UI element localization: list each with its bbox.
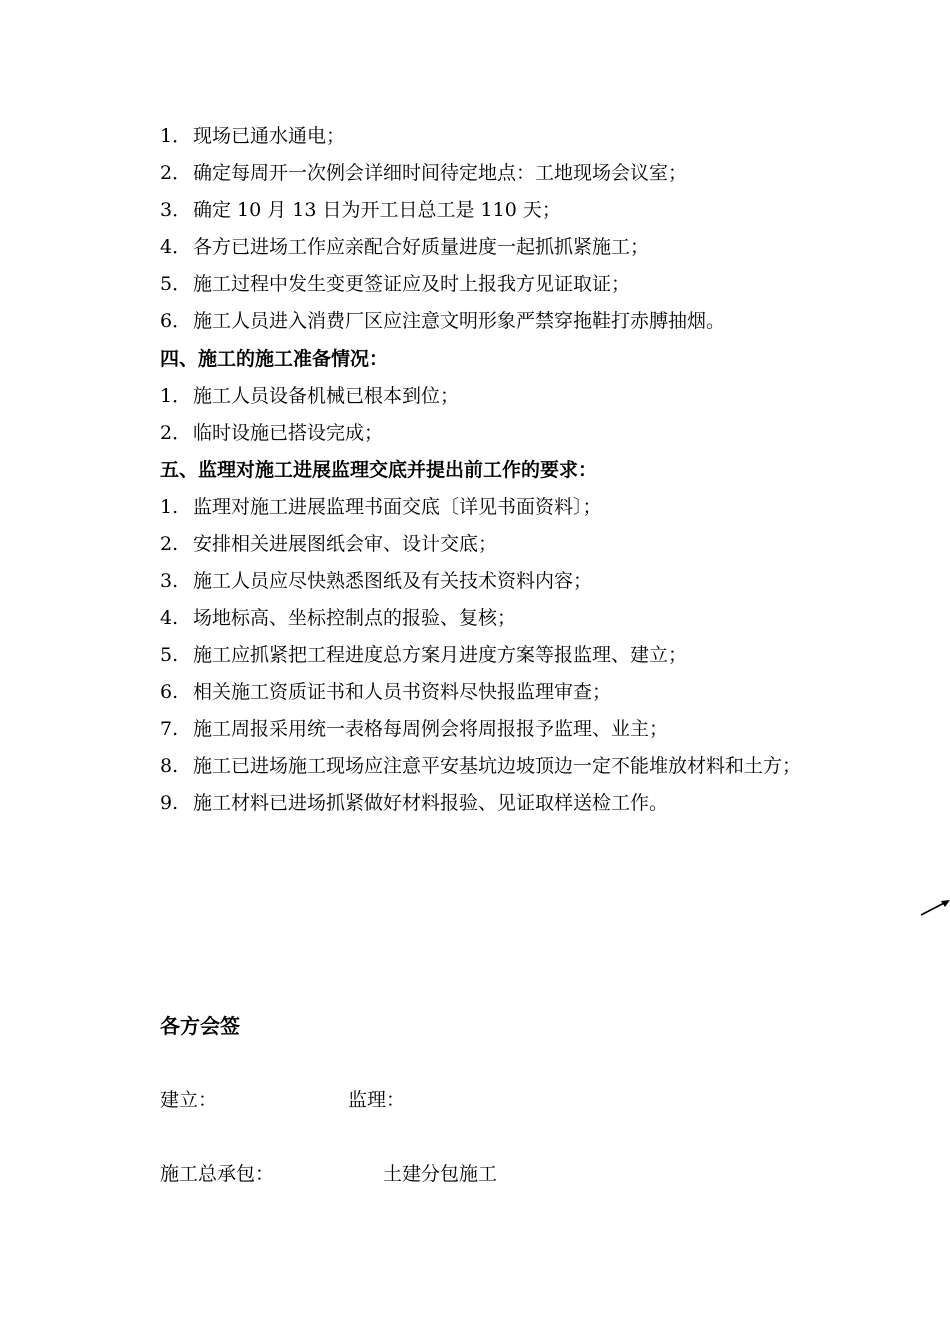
list-item: [160, 415, 880, 452]
subcontract-label: 土建分包施工: [383, 1163, 498, 1185]
supervision-label: 监理：: [348, 1089, 406, 1111]
item-text: 施工人员设备机械已根本到位；: [193, 385, 460, 407]
list-item: [160, 192, 880, 229]
item-text: 施工过程中发生变更签证应及时上报我方见证取证；: [193, 273, 631, 295]
list-item: [160, 118, 880, 155]
item-number: 9.: [160, 792, 179, 814]
item-number: 4.: [160, 607, 179, 629]
item-text: 确定 10 月 13 日为开工日总工是 110 天；: [193, 199, 561, 221]
item-text: 施工应抓紧把工程进度总方案月进度方案等报监理、建立；: [193, 644, 688, 666]
item-text: 施工周报采用统一表格每周例会将周报报予监理、业主；: [193, 718, 669, 740]
list-item: [160, 266, 880, 303]
item-number: 8.: [160, 755, 179, 777]
item-number: 6．: [160, 310, 192, 332]
item-text: 各方已进场工作应亲配合好质量进度一起抓抓紧施工；: [193, 236, 650, 258]
list-item: [160, 563, 880, 600]
list-item: [160, 674, 880, 711]
item-text: 临时设施已搭设完成；: [193, 422, 384, 444]
section5-heading: 五、监理对施工进展监理交底并提出前工作的要求：: [160, 459, 598, 481]
signoff-title: 各方会签: [160, 1014, 240, 1038]
item-text: 监理对施工进展监理书面交底〔详见书面资料〕；: [193, 496, 602, 518]
item-number: 5.: [160, 644, 179, 666]
section5-list: [160, 489, 880, 822]
section4-list: [160, 378, 880, 452]
item-number: 2．: [160, 162, 192, 184]
list-item: [160, 303, 880, 340]
list-item: [160, 637, 880, 674]
item-text: 施工人员进入消费厂区应注意文明形象严禁穿拖鞋打赤膊抽烟。: [193, 310, 726, 332]
contractor-label: 施工总承包：: [160, 1163, 275, 1185]
item-text: 现场已通水通电；: [193, 125, 346, 147]
list-item: [160, 600, 880, 637]
list-item: [160, 785, 880, 822]
section4-heading: 四、施工的施工准备情况：: [160, 348, 389, 370]
arrow-icon: [918, 896, 950, 918]
list-item: [160, 489, 880, 526]
item-text: 安排相关进展图纸会审、设计交底；: [193, 533, 498, 555]
list-item: [160, 748, 880, 785]
item-text: 场地标高、坐标控制点的报验、复核；: [193, 607, 517, 629]
item-number: 3.: [160, 570, 179, 592]
section3-list: [160, 118, 880, 340]
item-number: 3．: [160, 199, 192, 221]
item-text: 相关施工资质证书和人员书资料尽快报监理审查；: [193, 681, 612, 703]
item-text: 施工已进场施工现场应注意平安基坑边坡顶边一定不能堆放材料和土方；: [193, 755, 802, 777]
item-number: 1．: [160, 125, 192, 147]
item-number: 5．: [160, 273, 192, 295]
list-item: [160, 711, 880, 748]
item-number: 1．: [160, 385, 192, 407]
item-text: 确定每周开一次例会详细时间待定地点：工地现场会议室；: [193, 162, 688, 184]
list-item: [160, 378, 880, 415]
item-number: 7.: [160, 718, 179, 740]
item-text: 施工材料已进场抓紧做好材料报验、见证取样送检工作。: [193, 792, 669, 814]
item-text: 施工人员应尽快熟悉图纸及有关技术资料内容；: [193, 570, 593, 592]
item-number: 1.: [160, 496, 179, 518]
list-item: [160, 229, 880, 266]
item-number: 2.: [160, 533, 179, 555]
jianli-label: 建立：: [160, 1089, 218, 1111]
item-number: 4．: [160, 236, 192, 258]
list-item: [160, 526, 880, 563]
list-item: [160, 155, 880, 192]
item-number: 2．: [160, 422, 192, 444]
item-number: 6.: [160, 681, 179, 703]
